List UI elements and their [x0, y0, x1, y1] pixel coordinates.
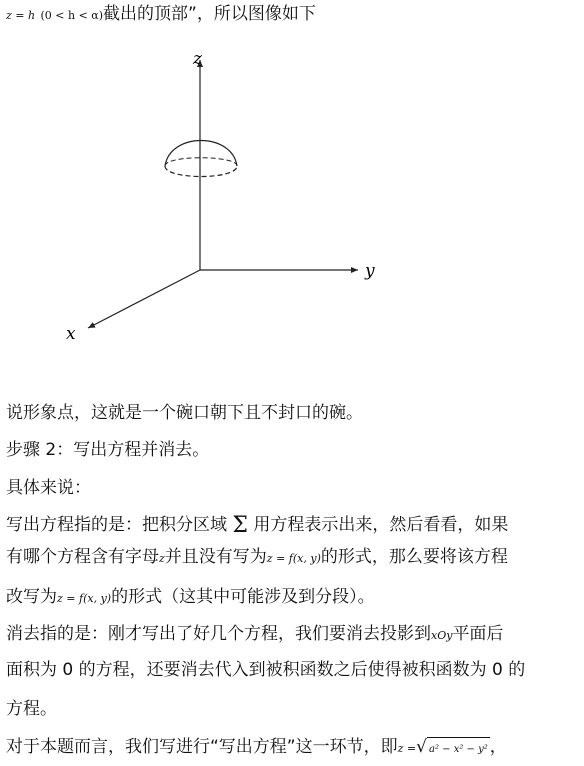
p6-formula: z = f(x, y) — [57, 592, 112, 605]
p5-formula: z = f(x, y) — [266, 552, 321, 565]
p4-text-a: 写出方程指的是：把积分区域 — [6, 515, 227, 535]
cap-rim-back — [165, 158, 237, 166]
p5-text-c: 的形式，那么要将该方程 — [320, 547, 508, 567]
cap-rim-front — [165, 166, 237, 177]
paragraph-4 — [6, 513, 508, 538]
paragraph-3: 具体来说： — [6, 478, 91, 498]
p6-text-b: 的形式（这其中可能涉及到分段）。 — [111, 587, 375, 607]
p10-text-b: ， — [489, 737, 507, 757]
sigma-symbol: Σ — [232, 513, 248, 538]
paragraph-7 — [6, 622, 503, 648]
paragraph-6 — [6, 585, 375, 611]
z-axis-label: z — [193, 49, 202, 69]
p10-text-a: 对于本题而言，我们写进行“写出方程”这一环节，即 — [6, 737, 398, 757]
p5-text-a: 有哪个方程含有字母 — [6, 547, 159, 567]
paragraph-5 — [6, 545, 508, 571]
p7-text-b: 平面后 — [452, 624, 504, 644]
cut-plane-condition: (0 < h < α) — [40, 9, 104, 22]
y-axis-label: y — [365, 261, 375, 281]
p5-text-b: 并且没有写为 — [164, 547, 267, 567]
p5-variable: z — [159, 552, 165, 565]
p7-plane: xOy — [431, 629, 453, 642]
paragraph-9: 方程。 — [6, 699, 57, 719]
cut-plane-formula: z = h — [6, 9, 36, 22]
p10-z: z = — [397, 742, 417, 755]
p6-text-a: 改写为 — [6, 587, 57, 607]
x-axis-label: x — [66, 324, 76, 344]
p10-sqrt: a² − x² − y² — [427, 737, 490, 762]
x-axis — [88, 270, 200, 328]
paragraph-10: 对于本题而言，我们写进行“写出方程”这一环节，即z =√ a² − x² − y² ， — [6, 735, 507, 762]
paragraph-1: 说形象点，这就是一个碗口朝下且不封口的碗。 — [6, 403, 363, 423]
p4-text-b: 用方程表示出来，然后看看，如果 — [253, 515, 509, 535]
paragraph-8: 面积为 0 的方程，还要消去代入到被积函数之后使得被积函数为 0 的 — [6, 660, 526, 680]
paragraph-2: 步骤 2：写出方程并消去。 — [6, 440, 210, 460]
top-line-text: 截出的顶部”，所以图像如下 — [103, 4, 316, 24]
cap-dome — [165, 141, 237, 167]
p7-text-a: 消去指的是：刚才写出了好几个方程，我们要消去投影到 — [6, 624, 431, 644]
